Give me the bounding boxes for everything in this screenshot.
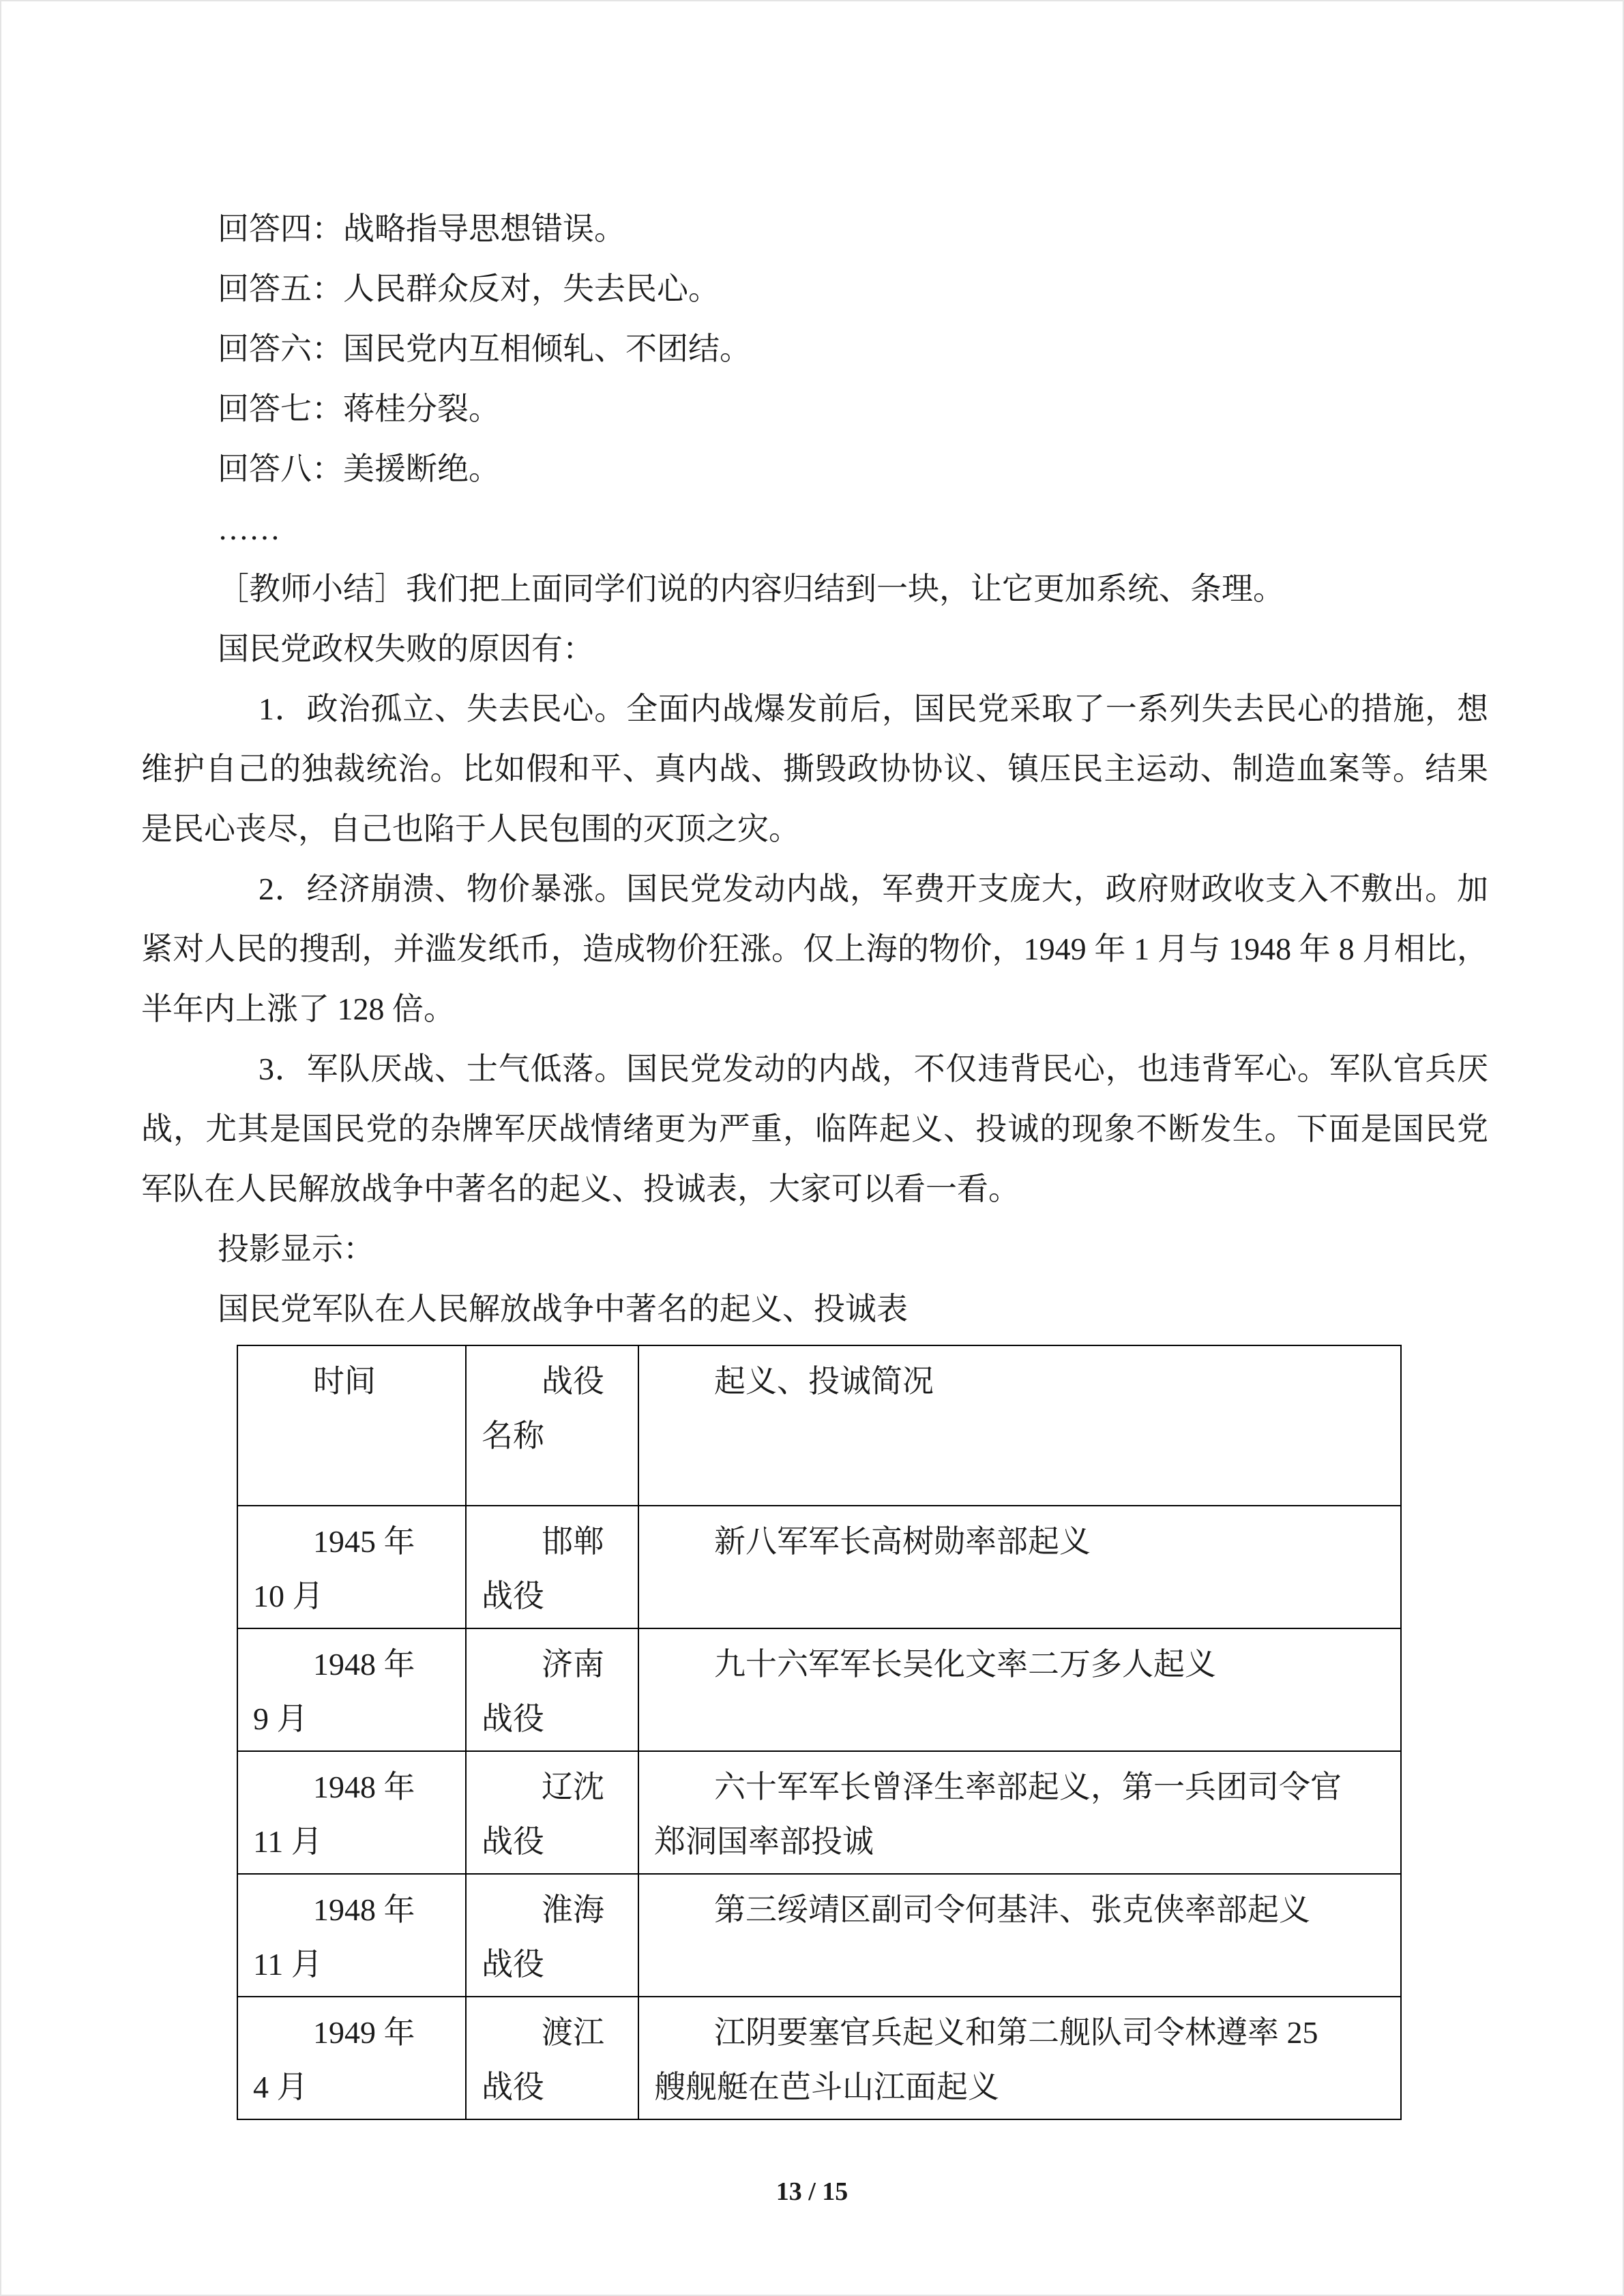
desc-line1: 九十六军军长吴化文率二万多人起义 [714, 1647, 1216, 1682]
battle-line1: 渡江 [542, 2015, 604, 2050]
paragraph-reasons-intro: 国民党政权失败的原因有： [218, 631, 594, 666]
battle-line1: 济南 [542, 1647, 604, 1682]
time-line2: 11 月 [253, 1947, 323, 1982]
time-line2: 4 月 [253, 2070, 308, 2104]
header-battle-label-line1: 战役 [542, 1364, 604, 1399]
cell-desc [638, 1628, 1401, 1751]
battle-line2: 战役 [482, 2070, 544, 2104]
time-line1: 1948 年 [313, 1647, 415, 1682]
battle-line1: 邯郸 [542, 1524, 604, 1559]
cell-desc [638, 1997, 1401, 2119]
time-line1: 1945 年 [313, 1524, 415, 1559]
cell-time [237, 1874, 466, 1997]
cell-desc [638, 1874, 1401, 1997]
time-line1: 1948 年 [313, 1892, 415, 1927]
page-number: 13 / 15 [776, 2177, 848, 2206]
battle-line2: 战役 [482, 1701, 544, 1736]
paragraph-reason-3: 3．军队厌战、士气低落。国民党发动的内战，不仅违背民心，也违背军心。军队官兵厌战，尤其是国民党的杂牌军厌战情绪更为严重，临阵起义、投诚的现象不断发生。下面是国民党军队在人民解放战争中著名的起义、投诚表，大家可以看一看。 [141, 1052, 1488, 1206]
cell-time [237, 1751, 466, 1874]
desc-line1: 江阴要塞官兵起义和第二舰队司令林遵率 25 [714, 2015, 1318, 2050]
table-header-row [237, 1345, 1401, 1506]
desc-line1: 新八军军长高树勋率部起义 [714, 1524, 1091, 1559]
header-desc-label: 起义、投诚简况 [714, 1364, 934, 1399]
battle-line1: 辽沈 [542, 1770, 604, 1804]
time-line1: 1949 年 [313, 2015, 415, 2050]
paragraph-answer-5: 回答五：人民群众反对，失去民心。 [218, 271, 720, 306]
time-line2: 9 月 [253, 1701, 308, 1736]
paragraph-teacher-summary: ［教师小结］我们把上面同学们说的内容归结到一块，让它更加系统、条理。 [218, 571, 1284, 606]
paragraph-reason-1: 1．政治孤立、失去民心。全面内战爆发前后，国民党采取了一系列失去民心的措施，想维护自己的独裁统治。比如假和平、真内战、撕毁政协协议、镇压民主运动、制造血案等。结果是民心丧尽，自己也陷于人民包围的灭顶之灾。 [141, 691, 1488, 846]
desc-line2: 郑洞国率部投诚 [654, 1824, 874, 1859]
header-battle-label-line2: 名称 [482, 1418, 544, 1453]
cell-desc [638, 1506, 1401, 1628]
paragraph-answer-7: 回答七：蒋桂分裂。 [218, 391, 500, 426]
cell-battle [466, 1751, 638, 1874]
paragraph-answer-4: 回答四：战略指导思想错误。 [218, 211, 625, 246]
page-content [141, 199, 1488, 2120]
cell-time [237, 1628, 466, 1751]
table-title: 国民党军队在人民解放战争中著名的起义、投诚表 [218, 1292, 908, 1326]
desc-line1: 第三绥靖区副司令何基沣、张克侠率部起义 [714, 1892, 1310, 1927]
uprising-table [237, 1345, 1402, 2120]
time-line2: 11 月 [253, 1824, 323, 1859]
table-row [237, 1506, 1401, 1628]
cell-time [237, 1997, 466, 2119]
battle-line2: 战役 [482, 1947, 544, 1982]
cell-battle [466, 1874, 638, 1997]
battle-line2: 战役 [482, 1579, 544, 1613]
paragraph-answer-6: 回答六：国民党内互相倾轧、不团结。 [218, 331, 751, 366]
cell-battle [466, 1997, 638, 2119]
time-line2: 10 月 [253, 1579, 324, 1613]
cell-desc [638, 1751, 1401, 1874]
header-cell-time [237, 1345, 466, 1506]
battle-line1: 淮海 [542, 1892, 604, 1927]
battle-line2: 战役 [482, 1824, 544, 1859]
paragraph-projection-label: 投影显示： [218, 1232, 374, 1266]
desc-line1: 六十军军长曾泽生率部起义，第一兵团司令官 [714, 1770, 1342, 1804]
time-line1: 1948 年 [313, 1770, 415, 1804]
header-cell-desc [638, 1345, 1401, 1506]
desc-line2: 艘舰艇在芭斗山江面起义 [654, 2070, 999, 2104]
cell-battle [466, 1628, 638, 1751]
paragraph-ellipsis: …… [218, 511, 280, 546]
cell-time [237, 1506, 466, 1628]
paragraph-answer-8: 回答八：美援断绝。 [218, 451, 500, 486]
header-time-label: 时间 [313, 1364, 376, 1399]
table-row [237, 1751, 1401, 1874]
header-cell-battle [466, 1345, 638, 1506]
cell-battle [466, 1506, 638, 1628]
table-row [237, 1628, 1401, 1751]
table-row [237, 1874, 1401, 1997]
table-row [237, 1997, 1401, 2119]
paragraph-reason-2: 2．经济崩溃、物价暴涨。国民党发动内战，军费开支庞大，政府财政收支入不敷出。加紧对人民的搜刮，并滥发纸币，造成物价狂涨。仅上海的物价，1949 年 1 月与 1948 年 8 月相比，半年内上涨了 128 倍。 [141, 871, 1489, 1026]
